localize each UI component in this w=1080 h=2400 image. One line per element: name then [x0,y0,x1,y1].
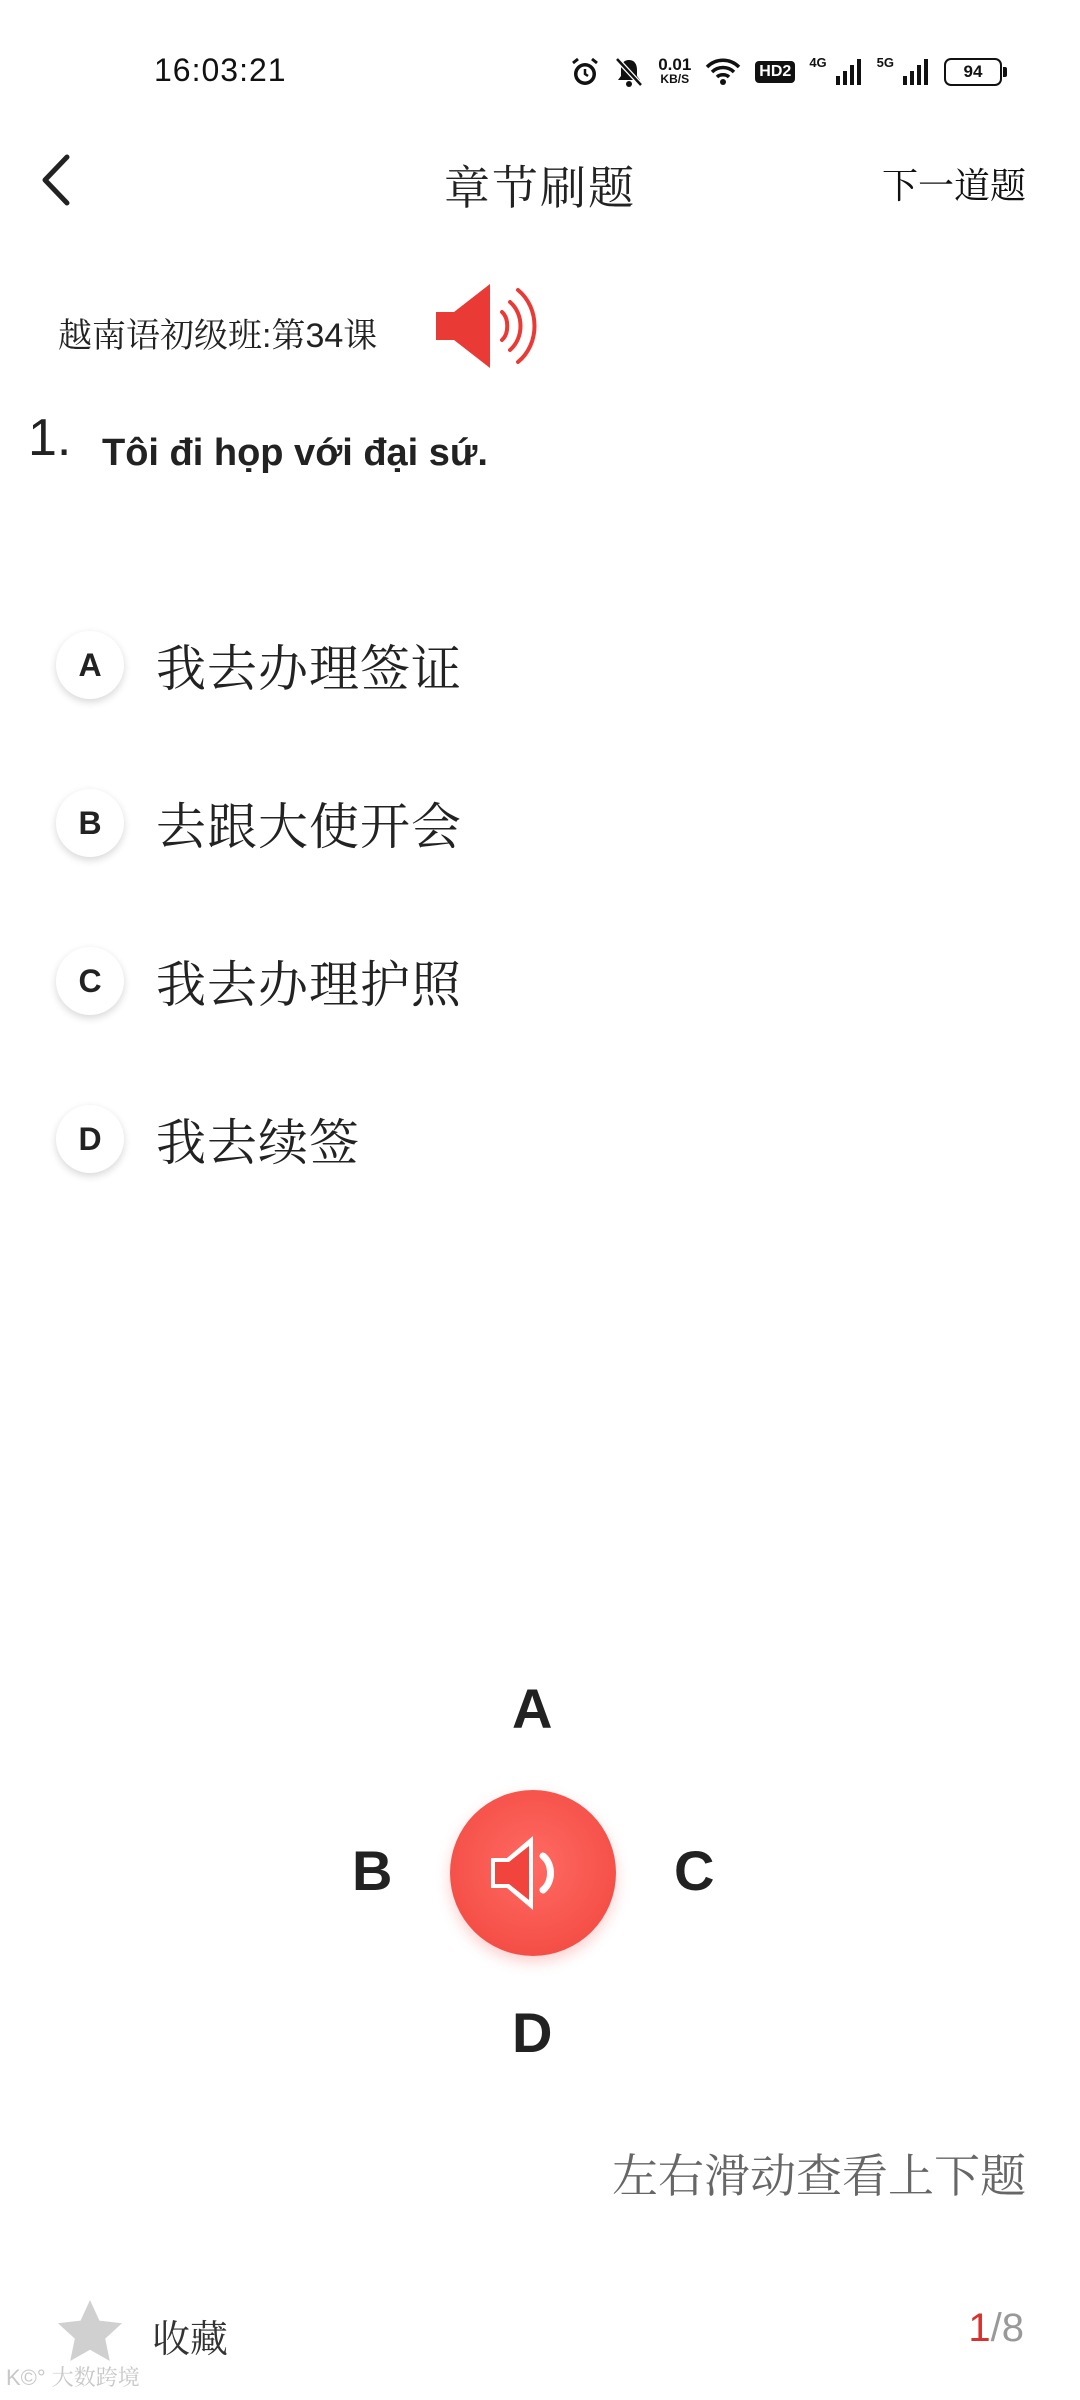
option-b[interactable] [56,780,462,866]
option-text: 我去办理签证 [156,641,462,697]
status-bar [0,0,1080,140]
option-a[interactable] [56,622,462,708]
status-time: 16:03:21 [154,52,287,88]
option-letter: B [56,789,124,857]
option-text: 我去续签 [156,1115,360,1171]
star-icon[interactable] [56,2298,124,2364]
option-letter: D [56,1105,124,1173]
watermark: K©° 大数跨境 [6,2365,140,2390]
option-text: 去跟大使开会 [156,799,462,855]
status-icons [570,52,1002,92]
course-label: 越南语初级班:第34课 [58,317,378,355]
signal-icon [835,58,863,86]
wifi-icon [705,58,741,86]
pad-option-b[interactable]: B [352,1839,393,1902]
pad-option-a[interactable]: A [512,1677,553,1740]
next-question-button[interactable]: 下一道题 [881,165,1026,206]
swipe-hint: 左右滑动查看上下题 [612,2150,1026,2202]
option-letter: C [56,947,124,1015]
speaker-icon[interactable] [432,278,550,374]
option-c[interactable] [56,938,462,1024]
net-speed [658,55,692,86]
option-letter: A [56,631,124,699]
play-audio-button[interactable] [450,1790,616,1956]
speaker-icon [485,1830,581,1916]
hd-voice-icon: HD2 [755,61,795,83]
current-page: 1 [968,2306,991,2350]
footer [0,2290,1080,2400]
battery-level: 94 [963,62,983,81]
question-number: 1. [28,409,72,467]
page-title: 章节刷题 [444,162,636,214]
total-pages: /8 [990,2306,1024,2350]
page-counter [968,2306,1024,2351]
battery-icon [944,58,1002,86]
signal-2-label: 5G [876,54,894,70]
pad-option-c[interactable]: C [674,1839,715,1902]
net-speed-value: 0.01 [658,55,692,74]
signal-1-label: 4G [809,54,827,70]
pad-option-d[interactable]: D [512,2001,553,2064]
mute-icon [614,56,644,88]
option-d[interactable] [56,1096,360,1182]
favorite-button[interactable]: 收藏 [152,2319,229,2361]
net-speed-unit: KB/S [660,72,690,86]
alarm-icon [570,56,600,88]
question-text: Tôi đi họp với đại sứ. [102,432,488,474]
signal-icon [902,58,930,86]
header [0,140,1080,220]
option-text: 我去办理护照 [156,957,462,1013]
